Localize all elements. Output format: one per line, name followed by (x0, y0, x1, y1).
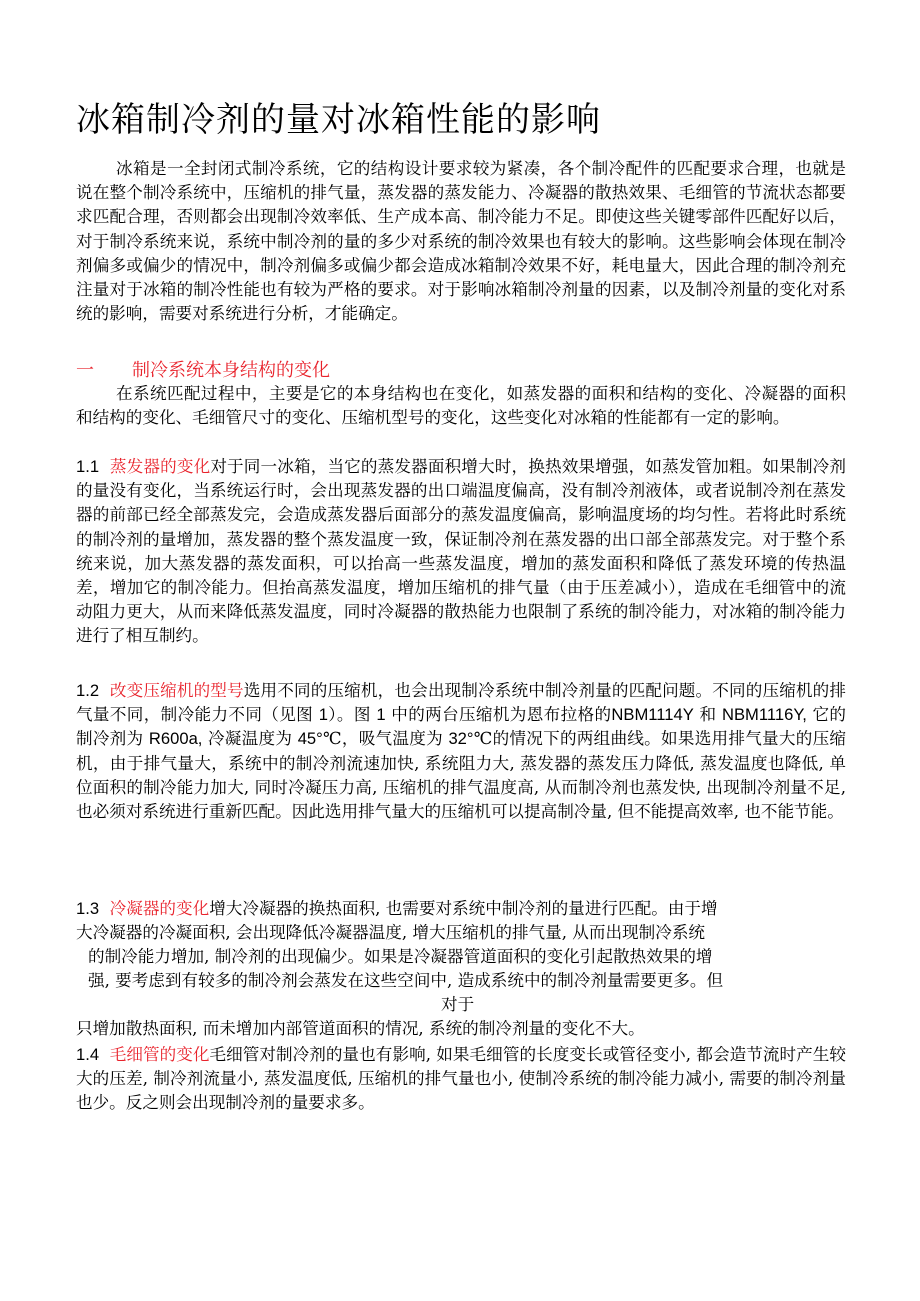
subsection-1-2-title: 改变压缩机的型号 (109, 681, 244, 700)
subsection-1-1-title: 蒸发器的变化 (109, 457, 211, 476)
section-1-heading (76, 356, 330, 382)
section-1-number: 一 (76, 360, 94, 381)
suction-temperature: 32° (448, 729, 474, 749)
compressor-model-2: NBM1116Y, (722, 705, 807, 725)
subsection-1-1 (76, 455, 846, 649)
subsection-1-3-title: 冷凝器的变化 (109, 899, 210, 918)
and-text: 和 (699, 705, 717, 725)
subsection-1-3-line-4: 强, 要考虑到有较多的制冷剂会蒸发在这些空间中, 造成系统中的制冷剂量需要更多。但 (88, 971, 724, 990)
compressor-model-1: NBM1114Y (611, 705, 694, 725)
subsection-1-2-number: 1.2 (76, 681, 100, 700)
unit-text-1: ℃，吸气温度为 (322, 729, 443, 749)
page-title: 冰箱制冷剂的量对冰箱性能的影响 (76, 100, 601, 140)
subsection-1-1-number: 1.1 (76, 457, 100, 476)
figure-ref-2: 1 (376, 705, 386, 725)
subsection-1-2-body-b: ）。图 (327, 705, 371, 725)
condensing-temperature: 45° (297, 729, 323, 749)
subsection-1-4 (76, 1043, 846, 1116)
refrigerant-name: R600a, (148, 729, 203, 749)
subsection-1-3-line-3: 的制冷能力增加, 制冷剂的出现偏少。如果是冷凝器管道面积的变化引起散热效果的增 (88, 947, 713, 966)
intro-paragraph: 冰箱是一全封闭式制冷系统，它的结构设计要求较为紧凑，各个制冷配件的匹配要求合理，也就是说在整个制冷系统中，压缩机的排气量，蒸发器的蒸发能力、冷凝器的散热效果、毛细管的节流状态都要求匹配合理，否则都会出现制冷效率低、生产成本高、制冷能力不足。即使这些关键零部件匹配好以后，对于制冷系统来说，系统中制冷剂的量的多少对系统的制冷效果也有较大的影响。这些影响会体现在制冷剂偏多或偏少的情况中，制冷剂偏多或偏少都会造成冰箱制冷效果不好，耗电量大，因此合理的制冷剂充注量对于冰箱的制冷性能也有较为严格的要求。对于影响冰箱制冷剂量的因素，以及制冷剂量的变化对系统的影响，需要对系统进行分析，才能确定。 (76, 159, 846, 324)
subsection-1-2-body-f: 的情况下的两组曲线。如果选用排气量大的压缩机，由于排气量大，系统中的制冷剂流速加快, 系统阻力大, 蒸发器的蒸发压力降低, 蒸发温度也降低, 单位面积的制冷能力加大, 同时冷凝压力高, 压缩机的排气温度高, 从而制冷剂也蒸发快, 出现制冷剂量不足, 也必须对系统进行重新匹配。因此选用排气量大的压缩机可以提高制冷量, 但不能提高效率, 也不能节能。 (76, 729, 847, 822)
unit-text-2: ℃ (473, 729, 493, 749)
subsection-1-4-title: 毛细管的变化 (109, 1045, 210, 1064)
subsection-1-3-text-1: 增大冷凝器的换热面积, 也需要对系统中制冷剂的量进行匹配。由于增 (209, 899, 718, 918)
subsection-1-2-body-e: 冷凝温度为 (207, 729, 293, 749)
subsection-1-4-body: 毛细管对制冷剂的量也有影响, 如果毛细管的长度变长或管径变小, 都会造节流时产生较大的压差, 制冷剂流量小, 蒸发温度低, 压缩机的排气量也小, 使制冷系统的制冷能力减小, 需要的制冷剂量也少。反之则会出现制冷剂的量要求多。 (76, 1045, 846, 1113)
section-1-title: 制冷系统本身结构的变化 (132, 360, 330, 381)
subsection-1-2-body-d: 它的制冷剂为 (76, 705, 847, 749)
subsection-1-3-line-5: 对于 (441, 995, 475, 1014)
subsection-1-3-line-1 (76, 897, 718, 921)
subsection-1-4-number: 1.4 (76, 1045, 100, 1064)
subsection-1-2 (76, 679, 846, 824)
subsection-1-3-line-6: 只增加散热面积, 而未增加内部管道面积的情况, 系统的制冷剂量的变化不大。 (76, 1019, 645, 1038)
subsection-1-2-body-c: 中的两台压缩机为恩布拉格的 (391, 705, 612, 725)
subsection-1-3-line-2: 大冷凝器的冷凝面积, 会出现降低冷凝器温度, 增大压缩机的排气量, 从而出现制冷系统 (76, 923, 706, 942)
figure-ref-1: 1 (318, 705, 328, 725)
subsection-1-2-body-a: 选用不同的压缩机，也会出现制冷系统中制冷剂量的匹配问题。不同的压缩机的排气量不同，制冷能力不同（见图 (76, 681, 846, 725)
section-1-paragraph: 在系统匹配过程中，主要是它的本身结构也在变化，如蒸发器的面积和结构的变化、冷凝器的面积和结构的变化、毛细管尺寸的变化、压缩机型号的变化，这些变化对冰箱的性能都有一定的影响。 (76, 384, 846, 428)
subsection-1-1-body: 对于同一冰箱，当它的蒸发器面积增大时，换热效果增强，如蒸发管加粗。如果制冷剂的量没有变化，当系统运行时，会出现蒸发器的出口端温度偏高，没有制冷剂液体，或者说制冷剂在蒸发器的前部已经全部蒸发完，会造成蒸发器后面部分的蒸发温度偏高，影响温度场的均匀性。若将此时系统的制冷剂的量增加，蒸发器的整个蒸发温度一致，保证制冷剂在蒸发器的出口部全部蒸发完。对于整个系统来说，加大蒸发器的蒸发面积，可以抬高一些蒸发温度，增加的蒸发面积和降低了蒸发环境的传热温差，增加它的制冷能力。但抬高蒸发温度，增加压缩机的排气量（由于压差减小），造成在毛细管中的流动阻力更大，从而来降低蒸发温度，同时冷凝器的散热能力也限制了系统的制冷能力，对冰箱的制冷能力进行了相互制约。 (76, 457, 846, 646)
subsection-1-3-number: 1.3 (76, 899, 100, 918)
